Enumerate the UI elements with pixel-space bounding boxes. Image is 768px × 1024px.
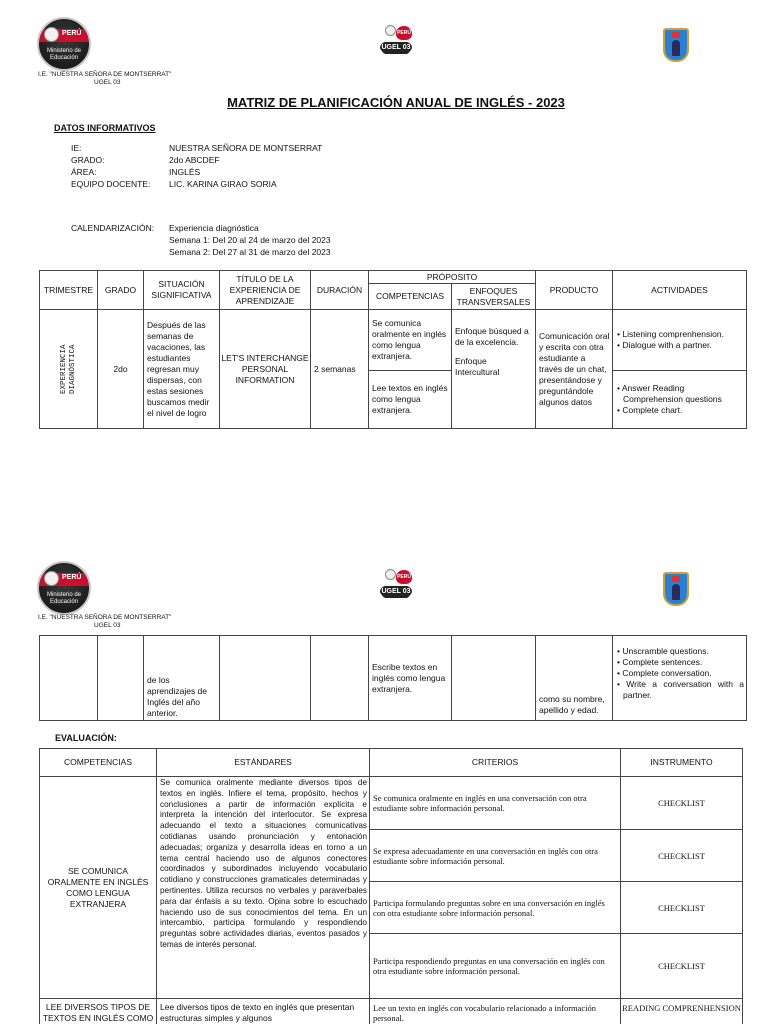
list-item: • Complete sentences.: [617, 657, 703, 667]
header-enfoques: ENFOQUES TRANSVERSALES: [452, 284, 536, 310]
estandar-lectura: Lee diversos tipos de texto en inglés que presentan estructuras simples y algunos: [157, 999, 370, 1024]
peru-crest-icon: [385, 569, 396, 580]
criterio-2: Se expresa adecuadamente en una conversación en inglés con otra estudiante sobre información personal.: [370, 830, 621, 882]
instrumento-3: CHECKLIST: [621, 882, 743, 934]
eval-header-instrumento: INSTRUMENTO: [621, 749, 743, 777]
competencia-1: Se comunica oralmente en inglés como lengua extranjera.: [369, 310, 452, 371]
list-item: • Complete chart.: [617, 405, 683, 415]
calendarizacion: CALENDARIZACIÓN: Experiencia diagnóstica Semana 1: Del 20 al 24 de marzo del 2023 Semana 2: Del 27 al 31 de marzo del 2023: [71, 223, 331, 257]
competencia-lectura: LEE DIVERSOS TIPOS DE TEXTOS EN INGLÉS COMO: [40, 999, 157, 1024]
header-proposito: PRÓPOSITO: [369, 271, 536, 284]
competencia-3: Escribe textos en inglés como lengua extranjera.: [369, 636, 452, 721]
competencia-oral: SE COMUNICA ORALMENTE EN INGLÉS COMO LENGUA EXTRANJERA: [40, 777, 157, 999]
header-grado: GRADO: [98, 271, 144, 310]
instrumento-lectura: READING COMPRENHENSION: [621, 999, 743, 1024]
school-shield-icon: [663, 28, 689, 62]
datos-heading: DATOS INFORMATIVOS: [54, 123, 156, 133]
instrumento-2: CHECKLIST: [621, 830, 743, 882]
criterio-lectura: Lee un texto en inglés con vocabulario relacionado a información personal.: [370, 999, 621, 1024]
header-competencias: COMPETENCIAS: [369, 284, 452, 310]
titulo-cell: LET'S INTERCHANGE PERSONAL INFORMATION: [220, 310, 311, 429]
list-item: • Listening comprenhension.: [617, 329, 724, 339]
eval-header-competencias: COMPETENCIAS: [40, 749, 157, 777]
competencia-2: Lee textos en inglés como lengua extranjera.: [369, 371, 452, 429]
school-name: I.E. "NUESTRA SEÑORA DE MONTSERRAT" UGEL 03: [38, 71, 172, 86]
evaluacion-table: [39, 748, 743, 1024]
criterio-1: Se comunica oralmente en inglés en una conversación con otra estudiante sobre información personal.: [370, 777, 621, 830]
criterio-4: Participa respondiendo preguntas en una conversación en inglés con otra estudiante sobre información personal.: [370, 934, 621, 999]
school-name-page2: I.E. "NUESTRA SEÑORA DE MONTSERRAT" UGEL 03: [38, 614, 172, 629]
header-duracion: DURACIÓN: [311, 271, 369, 310]
header-trimestre: TRIMESTRE: [40, 271, 98, 310]
eval-header-estandares: ESTÁNDARES: [157, 749, 370, 777]
list-item: • Complete conversation.: [617, 668, 712, 678]
actividades-1: [613, 310, 747, 371]
header-actividades: ACTIVIDADES: [613, 271, 747, 310]
ugel-logo: PERÚ UGEL 03: [378, 22, 414, 58]
list-item: • Answer Reading Comprehension questions: [617, 383, 722, 404]
header-producto: PRODUCTO: [536, 271, 613, 310]
trimestre-cell: EXPERIENCIA DIAGNÓSTICA: [40, 310, 98, 429]
list-item: • Unscramble questions.: [617, 646, 709, 656]
eval-header-criterios: CRITERIOS: [370, 749, 621, 777]
list-item: • Write a conversation with a partner.: [617, 679, 744, 700]
actividades-3: [613, 636, 747, 721]
instrumento-1: CHECKLIST: [621, 777, 743, 830]
datos-informativos: IE: NUESTRA SEÑORA DE MONTSERRAT GRADO: 2do ABCDEF ÁREA: INGLÉS EQUIPO DOCENTE: LIC. KARINA GIRAO SORIA: [71, 143, 323, 189]
estandar-oral: Se comunica oralmente mediante diversos tipos de textos en inglés. Infiere el tema, propósito, hechos y conclusiones a partir de información explícita e interpreta la intención del interlocutor. Se expresa adecuando el texto a situaciones comunicativas cotidianas usando pronunciación y entonación adecuadas; organiza y desarrolla ideas en torno a un tema central haciendo uso de algunos conectores coordinados y subordinados incluyendo vocabulario cotidiano y construcciones gramaticales determinadas y pertinentes. Utiliza recursos no verbales y paraverbales para dar énfasis a su texto. Opina sobre lo escuchado haciendo uso de sus conocimientos del tema. En un intercambio, participa formulando y respondiendo preguntas sobre actividades diarias, eventos pasados y temas de interés personal.: [157, 777, 370, 999]
plan-table-continued: [39, 635, 747, 721]
list-item: • Dialogue with a partner.: [617, 340, 712, 350]
plan-table: [39, 270, 747, 429]
minedu-logo: PERÚ Ministerio de Educación: [37, 17, 91, 71]
duracion-cell: 2 semanas: [311, 310, 369, 429]
peru-crest-icon: [385, 25, 396, 36]
ugel-logo-page2: PERÚ UGEL 03: [378, 566, 414, 602]
evaluacion-heading: EVALUACIÓN:: [55, 733, 117, 743]
school-shield-icon-page2: [663, 572, 689, 606]
producto-cell: Comunicación oral y escrita con otra estudiante a través de un chat, presentándose y preguntándole algunos datos: [536, 310, 613, 429]
actividades-2: [613, 371, 747, 429]
producto-cont: como su nombre, apellido y edad.: [536, 636, 613, 721]
grado-cell: 2do: [98, 310, 144, 429]
situacion-cell: Después de las semanas de vacaciones, las estudiantes regresan muy dispersas, con estas sesiones buscamos medir el nivel de logro: [144, 310, 220, 429]
page-title: MATRIZ DE PLANIFICACIÓN ANUAL DE INGLÉS - 2023: [227, 95, 565, 110]
enfoques-cell: Enfoque búsqued a de la excelencia. Enfoque Intercultural: [452, 310, 536, 429]
situacion-cont: de los aprendizajes de Inglés del año anterior.: [144, 636, 220, 721]
minedu-logo-page2: PERÚ Ministerio de Educación: [37, 561, 91, 615]
peru-crest-icon: [44, 27, 59, 42]
header-titulo: TÍTULO DE LA EXPERIENCIA DE APRENDIZAJE: [220, 271, 311, 310]
criterio-3: Participa formulando preguntas sobre en una conversación en inglés con otra estudiante sobre información personal.: [370, 882, 621, 934]
peru-crest-icon: [44, 571, 59, 586]
header-situacion: SITUACIÓN SIGNIFICATIVA: [144, 271, 220, 310]
instrumento-4: CHECKLIST: [621, 934, 743, 999]
